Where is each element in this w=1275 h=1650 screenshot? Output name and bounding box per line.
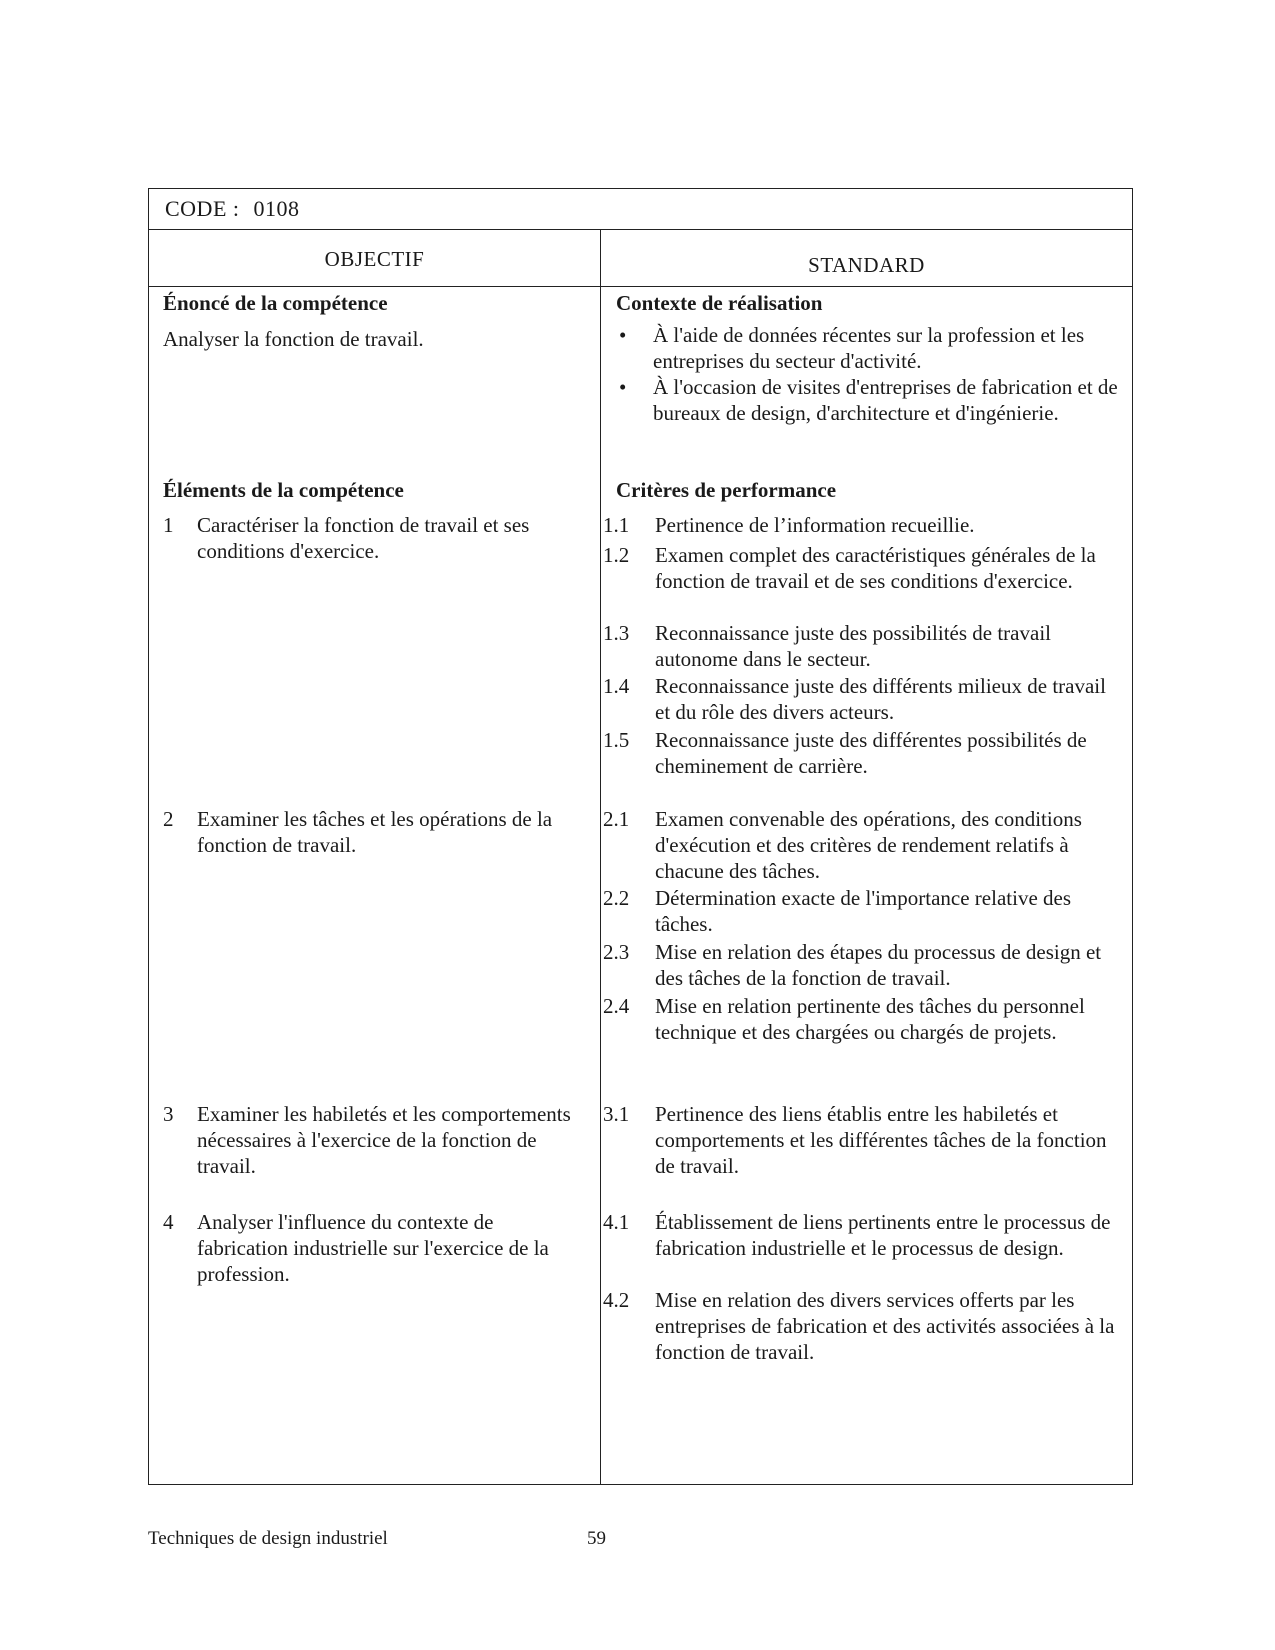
enonce-title: Énoncé de la compétence [163,291,388,315]
critere-number: 2.4 [603,994,630,1018]
critere-number: 4.1 [603,1210,630,1234]
page-number: 59 [587,1528,606,1549]
element-item [163,1101,588,1179]
element-number: 1 [163,513,174,537]
element-number: 4 [163,1210,174,1234]
contexte-bullet-text: À l'occasion de visites d'entreprises de fabrication et de bureaux de design, d'architecture et d'ingénierie. [653,375,1118,425]
element-text: Analyser l'influence du contexte de fabrication industrielle sur l'exercice de la profession. [197,1210,549,1286]
critere-text: Reconnaissance juste des différents milieux de travail et du rôle des divers acteurs. [655,674,1106,724]
element-item [163,806,588,858]
critere-number: 1.3 [603,621,630,645]
contexte-title: Contexte de réalisation [616,291,823,315]
critere-item [603,939,1123,991]
element-number: 2 [163,807,174,831]
bullet-icon: • [619,323,627,347]
critere-text: Reconnaissance juste des différentes possibilités de cheminement de carrière. [655,728,1087,778]
element-text: Examiner les habiletés et les comportements nécessaires à l'exercice de la fonction de travail. [197,1102,571,1178]
critere-number: 2.1 [603,807,630,831]
contexte-list [616,322,1121,426]
critere-number: 2.2 [603,886,630,910]
critere-text: Établissement de liens pertinents entre le processus de fabrication industrielle et le processus de design. [655,1210,1111,1260]
competency-table [148,188,1133,1485]
critere-text: Reconnaissance juste des possibilités de travail autonome dans le secteur. [655,621,1051,671]
critere-text: Mise en relation pertinente des tâches du personnel technique et des chargées ou chargés de projets. [655,994,1085,1044]
elements-title: Éléments de la compétence [163,478,404,502]
critere-number: 4.2 [603,1288,630,1312]
contexte-bullet-text: À l'aide de données récentes sur la profession et les entreprises du secteur d'activité. [653,323,1085,373]
code-row [149,189,1132,230]
critere-number: 1.4 [603,674,630,698]
element-number: 3 [163,1102,174,1126]
bullet-icon: • [619,375,627,399]
element-item [163,1209,588,1287]
elements-section [163,477,588,503]
critere-text: Mise en relation des divers services offerts par les entreprises de fabrication et des activités associées à la fonction de travail. [655,1288,1115,1364]
critere-number: 2.3 [603,940,630,964]
contexte-section [616,290,1121,426]
column-divider [600,229,601,1484]
header-row [149,229,1132,287]
critere-item [603,806,1123,884]
critere-item [603,673,1123,725]
code-value: 0108 [253,196,300,221]
critere-item [603,993,1123,1045]
critere-item [603,542,1123,594]
critere-text: Détermination exacte de l'importance relative des tâches. [655,886,1072,936]
critere-item [603,727,1123,779]
element-text: Examiner les tâches et les opérations de la fonction de travail. [197,807,553,857]
critere-text: Examen complet des caractéristiques générales de la fonction de travail et de ses conditions d'exercice. [655,543,1096,593]
critere-item [603,512,1123,538]
critere-text: Mise en relation des étapes du processus de design et des tâches de la fonction de travail. [655,940,1102,990]
critere-number: 1.1 [603,513,630,537]
element-text: Caractériser la fonction de travail et ses conditions d'exercice. [197,513,530,563]
critere-item [603,1209,1123,1261]
standard-header: STANDARD [808,253,925,277]
critere-number: 3.1 [603,1102,630,1126]
code-label: CODE : [165,196,240,221]
enonce-text: Analyser la fonction de travail. [163,327,424,351]
critere-item [603,1101,1123,1179]
criteres-title: Critères de performance [616,478,837,502]
criteres-section [616,477,1121,503]
critere-item [603,620,1123,672]
critere-item [603,1287,1123,1365]
critere-number: 1.5 [603,728,630,752]
enonce-section [163,290,588,352]
critere-number: 1.2 [603,543,630,567]
contexte-bullet [616,322,1121,374]
critere-text: Pertinence de l’information recueillie. [655,513,975,537]
footer-title: Techniques de design industriel [148,1528,388,1549]
critere-text: Pertinence des liens établis entre les habiletés et comportements et les différentes tâches de la fonction de travail. [655,1102,1107,1178]
critere-item [603,885,1123,937]
element-item [163,512,588,564]
critere-text: Examen convenable des opérations, des conditions d'exécution et des critères de rendement relatifs à chacune des tâches. [655,807,1082,883]
objectif-header: OBJECTIF [324,247,425,271]
contexte-bullet [616,374,1121,426]
